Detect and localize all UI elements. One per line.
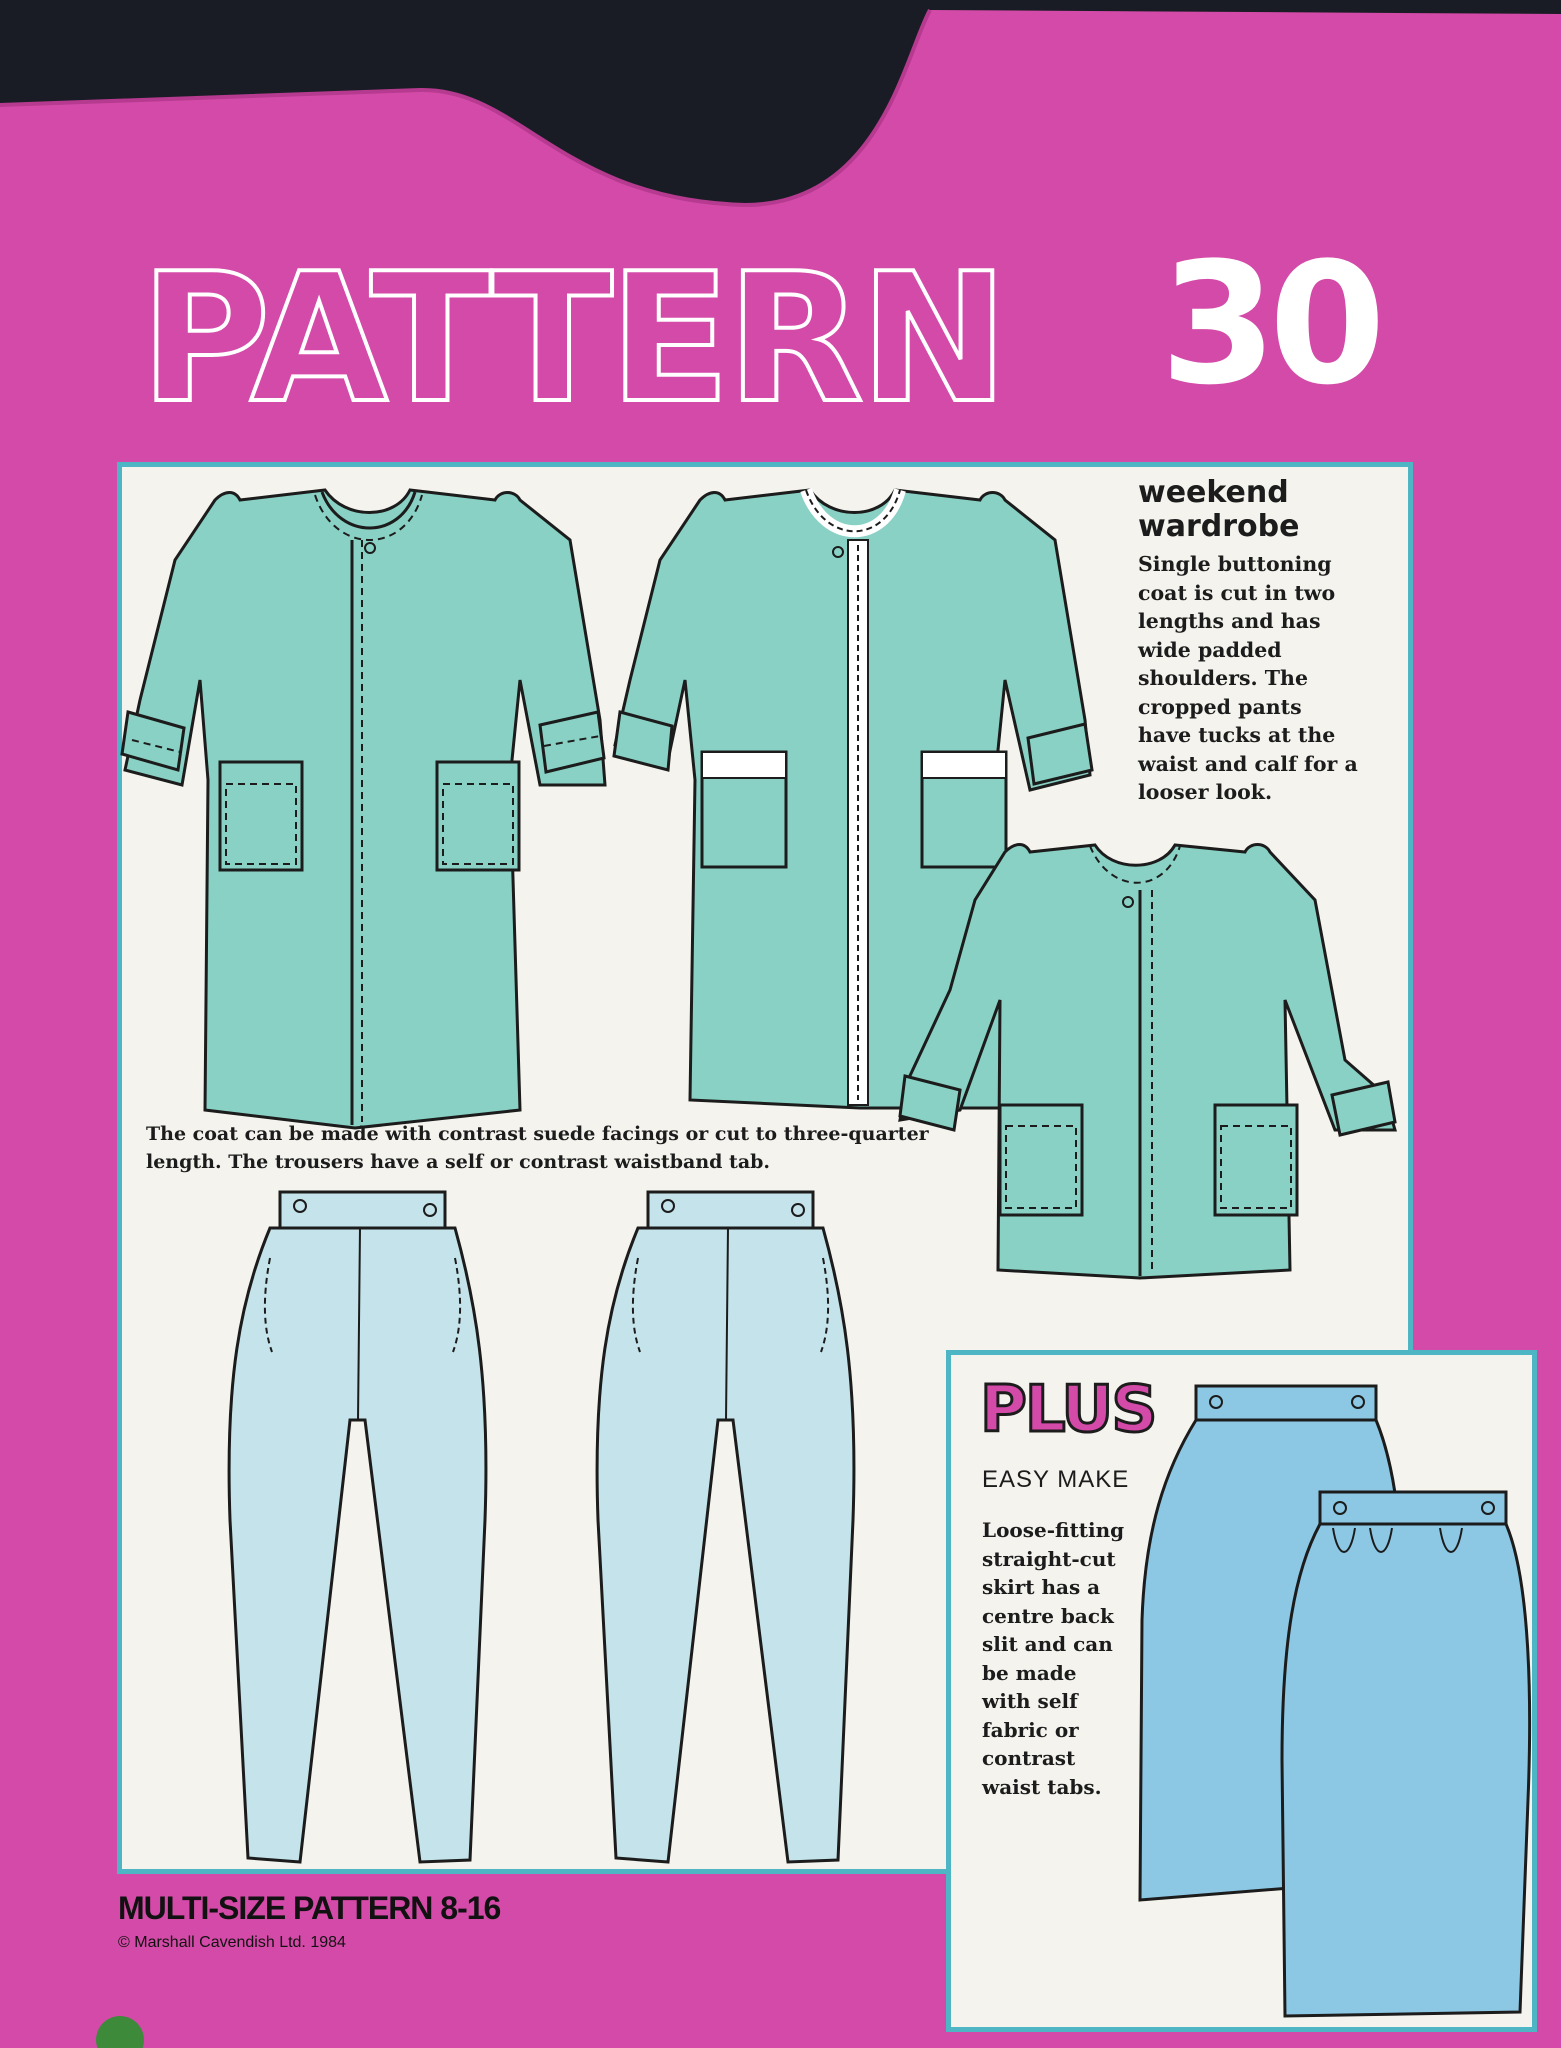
plus-subtitle: EASY MAKE	[982, 1466, 1130, 1493]
intro-line: have tucks at the	[1138, 723, 1336, 747]
plus-description	[982, 1516, 1124, 1801]
copyright-notice: © Marshall Cavendish Ltd. 1984	[118, 1934, 346, 1951]
plus-title: PLUS	[980, 1373, 1156, 1447]
intro-line: Single buttoning	[1138, 552, 1332, 576]
pattern-title: PATTERN	[140, 235, 1005, 442]
plus-line: fabric or	[982, 1717, 1079, 1742]
plus-line: centre back	[982, 1603, 1114, 1628]
plus-line: with self	[982, 1689, 1078, 1713]
intro-line: looser look.	[1138, 780, 1273, 804]
multi-size-label: MULTI-SIZE PATTERN 8-16	[118, 1890, 501, 1926]
plus-line: waist tabs.	[982, 1774, 1102, 1799]
intro-line: waist and calf for a	[1138, 751, 1358, 776]
plus-line: straight-cut	[982, 1546, 1116, 1571]
intro-heading-line1: weekend	[1138, 475, 1289, 510]
skirt-illustration-front	[1282, 1492, 1530, 2016]
plus-line: contrast	[982, 1746, 1076, 1770]
pattern-number: 30	[1160, 226, 1378, 422]
intro-heading-line2: wardrobe	[1138, 509, 1300, 544]
plus-line: be made	[982, 1660, 1077, 1685]
intro-line: wide padded	[1138, 637, 1282, 662]
intro-line: lengths and has	[1138, 609, 1321, 633]
intro-line: shoulders. The	[1138, 666, 1309, 690]
intro-line: cropped pants	[1138, 694, 1302, 719]
plus-line: slit and can	[982, 1632, 1113, 1656]
plus-line: skirt has a	[982, 1575, 1101, 1599]
intro-line: coat is cut in two	[1138, 580, 1336, 605]
plus-line: Loose-fitting	[982, 1518, 1125, 1542]
garment-caption: The coat can be made with contrast suede facings or cut to three-quarter length. The trousers have a self or contrast waistband tab.	[146, 1123, 929, 1173]
